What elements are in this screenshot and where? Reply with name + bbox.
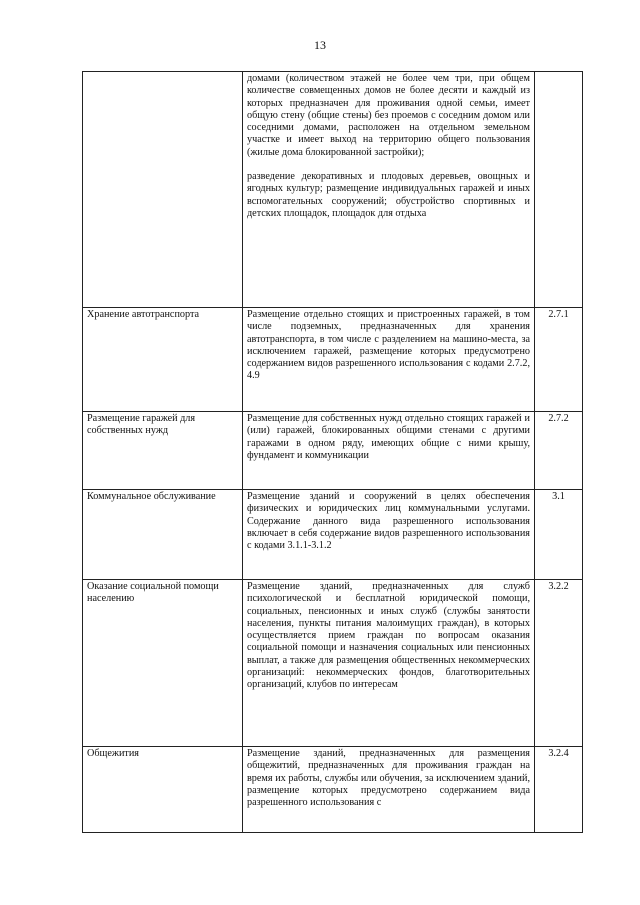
use-code-cell: 2.7.1: [535, 308, 583, 412]
description-paragraph: Размещение зданий и сооружений в целях обеспечения физических и юридических лиц коммунальными услугами. Содержание данного вида разрешенного использования включает в себя содержание видов разрешенного использования с кодами 3.1.1-3.1.2: [247, 491, 530, 552]
description-paragraph: Размещение для собственных нужд отдельно стоящих гаражей и (или) гаражей, блокированных общими стенами с другими гаражами в одном ряду, имеющих общие с ними крышу, фундамент и коммуникации: [247, 413, 530, 461]
use-code-cell: 3.2.2: [535, 580, 583, 747]
description-paragraph: Размещение зданий, предназначенных для служб психологической и бесплатной юридической помощи, социальных, пенсионных и иных служб (службы занятости населения, пункты питания малоимущих граждан), в которых осуществляется прием граждан по вопросам оказания социальной помощи и назначения социальных или пенсионных выплат, а также для размещения общественных некоммерческих организаций: некоммерческих фондов, благотворительных организаций, клубов по интересам: [247, 581, 530, 691]
description-paragraph: домами (количеством этажей не более чем три, при общем количестве совмещенных домов не более десяти и каждый из которых предназначен для проживания одной семьи, имеет общую стену (общие стены) без проемов с соседним домом или соседними домами, расположен на отдельном земельном участке и имеет выход на территорию общего пользования (жилые дома блокированной застройки);: [247, 73, 530, 158]
table-row: [83, 72, 583, 308]
use-name-cell: Оказание социальной помощи населению: [83, 580, 243, 747]
use-description-cell: [243, 580, 535, 747]
use-description-cell: [243, 412, 535, 490]
use-code-cell: 3.1: [535, 490, 583, 580]
land-use-table: [82, 71, 583, 833]
use-description-cell: [243, 308, 535, 412]
use-code-cell: 2.7.2: [535, 412, 583, 490]
use-name-cell: [83, 72, 243, 308]
use-description-cell: [243, 490, 535, 580]
page-number: 13: [314, 38, 326, 52]
description-paragraph: разведение декоративных и плодовых деревьев, овощных и ягодных культур; размещение индивидуальных гаражей и иных вспомогательных сооружений; обустройство спортивных и детских площадок, площадок для отдыха: [247, 171, 530, 219]
table-row: [83, 580, 583, 747]
use-code-cell: 3.2.4: [535, 747, 583, 833]
use-name-cell: Коммунальное обслуживание: [83, 490, 243, 580]
use-name-cell: Хранение автотранспорта: [83, 308, 243, 412]
use-description-cell: [243, 72, 535, 308]
use-description-cell: [243, 747, 535, 833]
table-row: [83, 308, 583, 412]
use-code-cell: [535, 72, 583, 308]
table-row: [83, 747, 583, 833]
description-paragraph: Размещение отдельно стоящих и пристроенных гаражей, в том числе подземных, предназначенных для хранения автотранспорта, в том числе с разделением на машино-места, за исключением гаражей, размещение которых предусмотрено содержанием видов разрешенного использования с кодами 2.7.2, 4.9: [247, 309, 530, 382]
use-name-cell: Размещение гаражей для собственных нужд: [83, 412, 243, 490]
table-row: [83, 412, 583, 490]
table-row: [83, 490, 583, 580]
description-paragraph: Размещение зданий, предназначенных для размещения общежитий, предназначенных для проживания граждан на время их работы, службы или обучения, за исключением зданий, размещение которых предусмотрено содержанием вида разрешенного использования с: [247, 748, 530, 809]
use-name-cell: Общежития: [83, 747, 243, 833]
